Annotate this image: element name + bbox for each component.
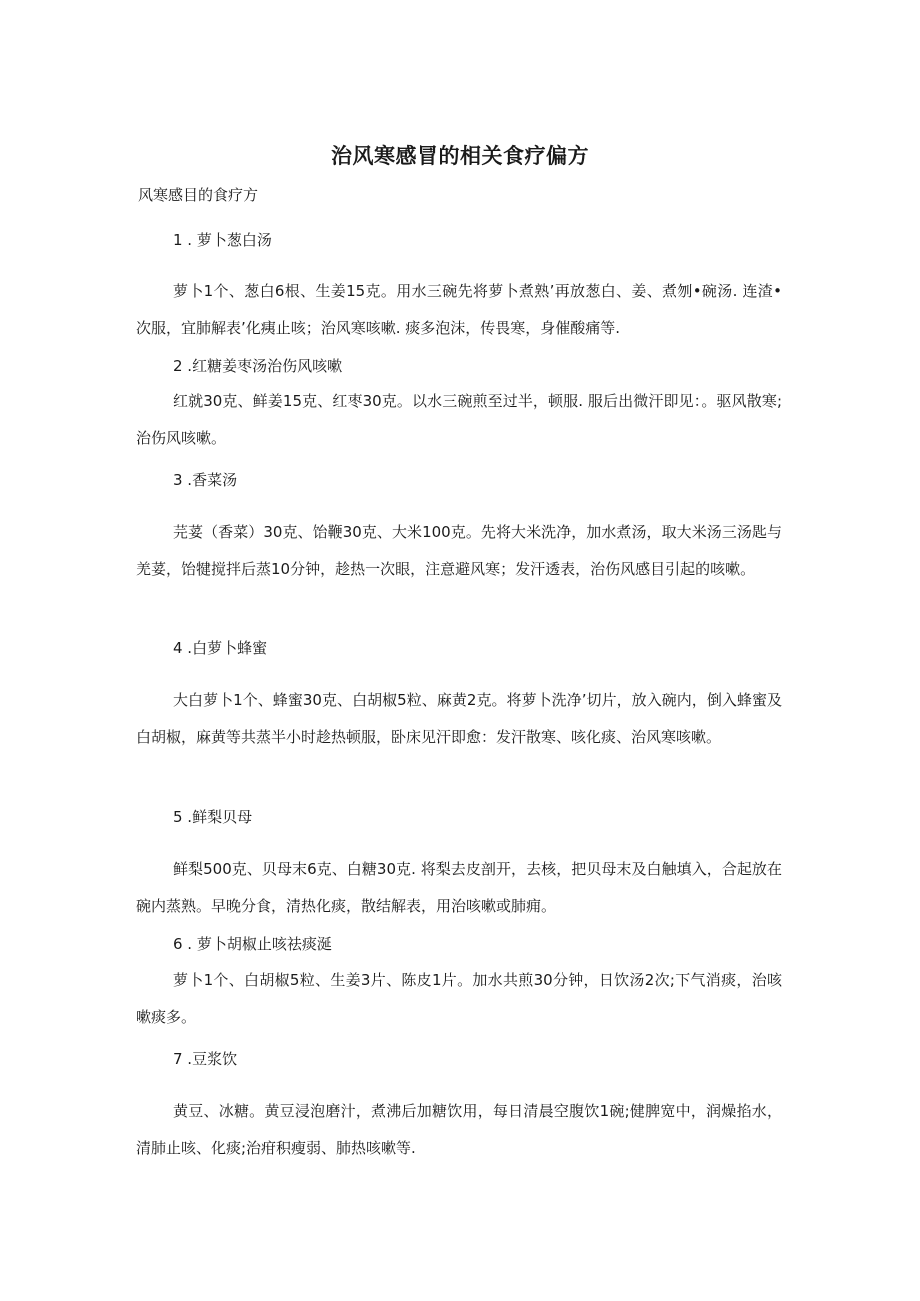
section-heading-7: 7 .豆浆饮 xyxy=(173,1050,238,1068)
section-body-7: 黄豆、冰糖。黄豆浸泡磨汁，煮沸后加糖饮用，每日清晨空腹饮1碗;健脾宽中，润燥掐水，清肺止咳、化痰;治疳积瘦弱、肺热咳嗽等. xyxy=(136,1102,782,1157)
document-title: 治风寒感冒的相关食疗偏方 xyxy=(331,144,589,168)
section-heading-4: 4 .白萝卜蜂蜜 xyxy=(173,639,268,657)
section-body-6: 萝卜1个、白胡椒5粒、生姜3片、陈皮1片。加水共煎30分钟，日饮汤2次;下气消痰，治咳嗽痰多。 xyxy=(136,971,782,1026)
section-body-1: 萝卜1个、葱白6根、生姜15克。用水三碗先将萝卜煮熟’再放葱白、姜、煮刎•碗汤. 连渣•次服，宜肺解表’化痍止咳；治风寒咳嗽. 痰多泡沫，传畏寒，身催酸痛等. xyxy=(136,282,782,337)
section-heading-6: 6 . 萝卜胡椒止咳祛痰涎 xyxy=(173,935,332,953)
section-body-4: 大白萝卜1个、蜂蜜30克、白胡椒5粒、麻黄2克。将萝卜洗净’切片，放入碗内，倒入蜂蜜及白胡椒，麻黄等共蒸半小时趁热顿服，卧床见汗即愈：发汗散寒、咳化痰、治风寒咳嗽。 xyxy=(136,691,782,746)
section-heading-1: 1 . 萝卜葱白汤 xyxy=(173,231,272,249)
section-body-5: 鲜梨500克、贝母末6克、白糖30克. 将梨去皮剖开，去核，把贝母末及白触填入，合起放在碗内蒸熟。早晚分食，清热化痰，散结解表，用治咳嗽或肺痈。 xyxy=(136,860,782,915)
section-heading-2: 2 .红糖姜枣汤治伤风咳嗽 xyxy=(173,357,343,375)
section-body-3: 芫荽（香菜）30克、饴鞭30克、大米100克。先将大米洗净，加水煮汤，取大米汤三汤匙与羌荽，饴犍搅拌后蒸10分钟，趁热一次眼，注意避风寒；发汗透表，治伤风感目引起的咳嗽。 xyxy=(136,523,782,578)
document-subtitle: 风寒感目的食疗方 xyxy=(138,186,259,204)
section-heading-5: 5 .鲜梨贝母 xyxy=(173,808,253,826)
section-heading-3: 3 .香菜汤 xyxy=(173,471,238,489)
section-body-2: 红就30克、鲜姜15克、红枣30克。以水三碗煎至过半，顿服. 服后出微汗即见：。驱风散寒;治伤风咳嗽。 xyxy=(136,392,782,447)
